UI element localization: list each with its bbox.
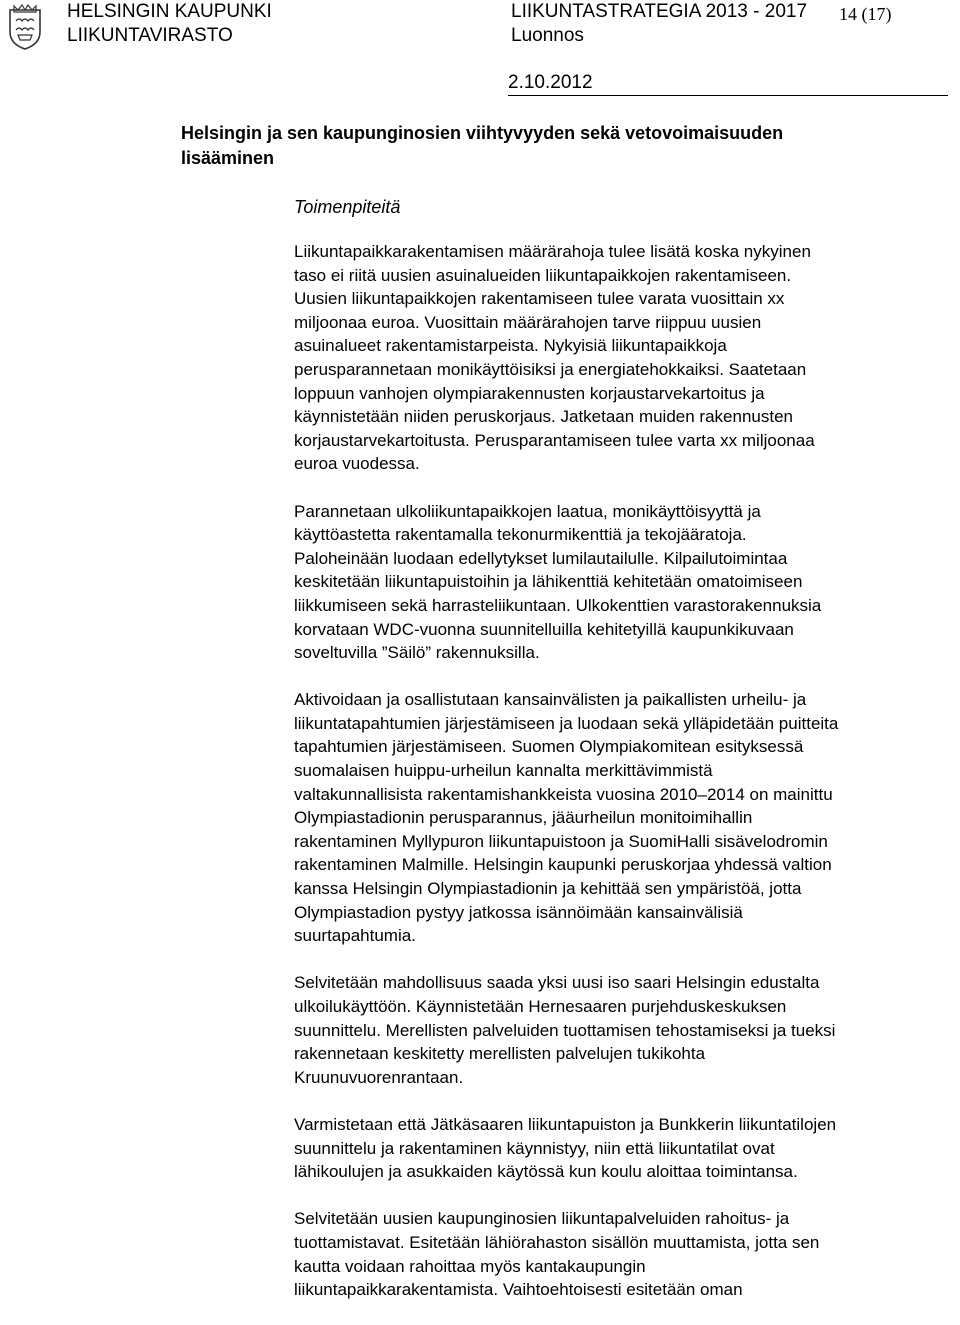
section-title-line: lisääminen <box>181 148 275 168</box>
paragraph-line: Selvitetään mahdollisuus saada yksi uusi iso saari Helsingin edustalta <box>294 973 820 993</box>
section-title <box>181 121 901 171</box>
paragraph-line: soveltuvilla ”Säilö” rakennuksilla. <box>294 643 540 663</box>
paragraph-line: euroa vuodessa. <box>294 454 420 474</box>
paragraph <box>294 1207 960 1301</box>
paragraph-line: ulkoilukäyttöön. Käynnistetään Hernesaaren purjehduskeskuksen <box>294 997 787 1016</box>
paragraph-line: tuottamistavat. Esitetään lähiörahaston sisällön muuttamista, jotta sen <box>294 1232 820 1252</box>
paragraph-line: keskitetään liikuntapuistoihin ja lähikenttiä kehitetään omatoimiseen <box>294 572 803 592</box>
paragraph-line: Varmistetaan että Jätkäsaaren liikuntapuiston ja Bunkkerin liikuntatilojen <box>294 1114 837 1134</box>
paragraph-line: loppuun vanhojen olympiarakennusten korjaustarvekartoitus ja <box>294 383 765 403</box>
paragraph-line: Uusien liikuntapaikkojen rakentamiseen tulee varata vuosittain xx <box>294 289 785 309</box>
paragraph-line: lähikoulujen ja asukkaiden käytössä kun koulu aloittaa toimintansa. <box>294 1162 798 1182</box>
paragraph-line: korjaustarvekartoitusta. Perusparantamiseen tulee varta xx miljoonaa <box>294 430 815 450</box>
paragraph-line: liikuntapaikkarakentamista. Vaihtoehtoisesti esitetään oman <box>294 1280 743 1300</box>
paragraph-line: taso ei riitä uusien asuinalueiden liikuntapaikkojen rakentamiseen. <box>294 265 792 285</box>
paragraph-line: perusparannetaan monikäyttöisiksi ja energiatehokkaiksi. Saatetaan <box>294 359 807 379</box>
paragraph-line: miljoonaa euroa. Vuosittain määrärahojen tarve riippuu uusien <box>294 312 762 332</box>
paragraph <box>294 240 960 476</box>
paragraph-line: rakentaminen Malmille. Helsingin kaupunki peruskorjaa yhdessä valtion <box>294 855 832 875</box>
paragraph-line: valtakunnallisista rakentamishankkeista vuosina 2010–2014 on mainittu <box>294 784 833 804</box>
paragraph-line: Olympiastadion pystyy jatkossa isännöimään kansainvälisiä <box>294 902 743 922</box>
paragraph-line: suurtapahtumia. <box>294 926 416 946</box>
paragraph-line: Parannetaan ulkoliikuntapaikkojen laatua, monikäyttöisyyttä ja <box>294 501 761 521</box>
header-department: LIIKUNTAVIRASTO <box>67 25 233 46</box>
paragraph-line: liikkumiseen sekä harrasteliikuntaan. Ulkokenttien varastorakennuksia <box>294 595 822 615</box>
header-divider <box>508 95 948 96</box>
paragraph-line: Paloheinään luodaan edellytykset lumilautailulle. Kilpailutoimintaa <box>294 548 788 568</box>
paragraph-line: rakennetaan keskitetty merellisten palvelujen tukikohta <box>294 1044 706 1064</box>
page-number: 14 (17) <box>839 4 892 24</box>
paragraph-line: Selvitetään uusien kaupunginosien liikuntapalveluiden rahoitus- ja <box>294 1209 790 1229</box>
paragraph-line: käyttöastetta rakentamalla tekonurmikenttiä ja tekojääratoja. <box>294 525 747 545</box>
paragraph-line: korvataan WDC-vuonna suunnitelluilla kehitetyillä kaupunkikuvaan <box>294 619 794 639</box>
header-document <box>511 0 807 48</box>
paragraph <box>294 1113 960 1184</box>
paragraph-line: suunnittelu ja rakentaminen käynnistyy, niin että liikuntatilat ovat <box>294 1138 775 1158</box>
header-document-title: LIIKUNTASTRATEGIA 2013 - 2017 <box>511 1 808 22</box>
paragraph-line: suunnittelu. Merellisten palveluiden tuottamisen tehostamiseksi ja tueksi <box>294 1020 836 1040</box>
paragraph-line: suomalaisen huippu-urheilun kannalta merkittävimmistä <box>294 761 713 781</box>
header-document-status: Luonnos <box>511 25 584 46</box>
paragraph <box>294 688 960 948</box>
helsinki-crest-icon <box>8 4 42 50</box>
paragraph-line: käynnistetään niiden peruskorjaus. Jatketaan muiden rakennusten <box>294 407 793 427</box>
subheading: Toimenpiteitä <box>294 197 401 217</box>
header-organization <box>67 0 272 48</box>
paragraph-line: kautta voidaan rahoittaa myös kantakaupungin <box>294 1256 646 1276</box>
paragraph-line: Aktivoidaan ja osallistutaan kansainvälisten ja paikallisten urheilu- ja <box>294 690 807 710</box>
header-city: HELSINGIN KAUPUNKI <box>67 1 272 22</box>
paragraph-line: rakentaminen Myllypuron liikuntapuistoon ja SuomiHalli sisävelodromin <box>294 831 828 851</box>
paragraph-line: tapahtumien järjestämiseen. Suomen Olympiakomitean esityksessä <box>294 737 804 757</box>
document-date: 2.10.2012 <box>508 72 593 93</box>
paragraph-line: Olympiastadionin perusparannus, jääurheilun monitoimihallin <box>294 808 753 828</box>
body-text <box>294 240 960 1325</box>
paragraph <box>294 500 960 665</box>
paragraph <box>294 971 960 1089</box>
paragraph-line: Kruunuvuorenrantaan. <box>294 1067 464 1087</box>
paragraph-line: Liikuntapaikkarakentamisen määrärahoja tulee lisätä koska nykyinen <box>294 242 811 261</box>
paragraph-line: asuinalueet rakentamistarpeista. Nykyisiä liikuntapaikkoja <box>294 336 727 356</box>
paragraph-line: liikuntatapahtumien järjestämiseen ja luodaan sekä ylläpidetään puitteita <box>294 713 839 733</box>
paragraph-line: kanssa Helsingin Olympiastadionin ja kehittää sen ympäristöä, jotta <box>294 879 802 899</box>
section-title-line: Helsingin ja sen kaupunginosien viihtyvyyden sekä vetovoimaisuuden <box>181 123 784 143</box>
